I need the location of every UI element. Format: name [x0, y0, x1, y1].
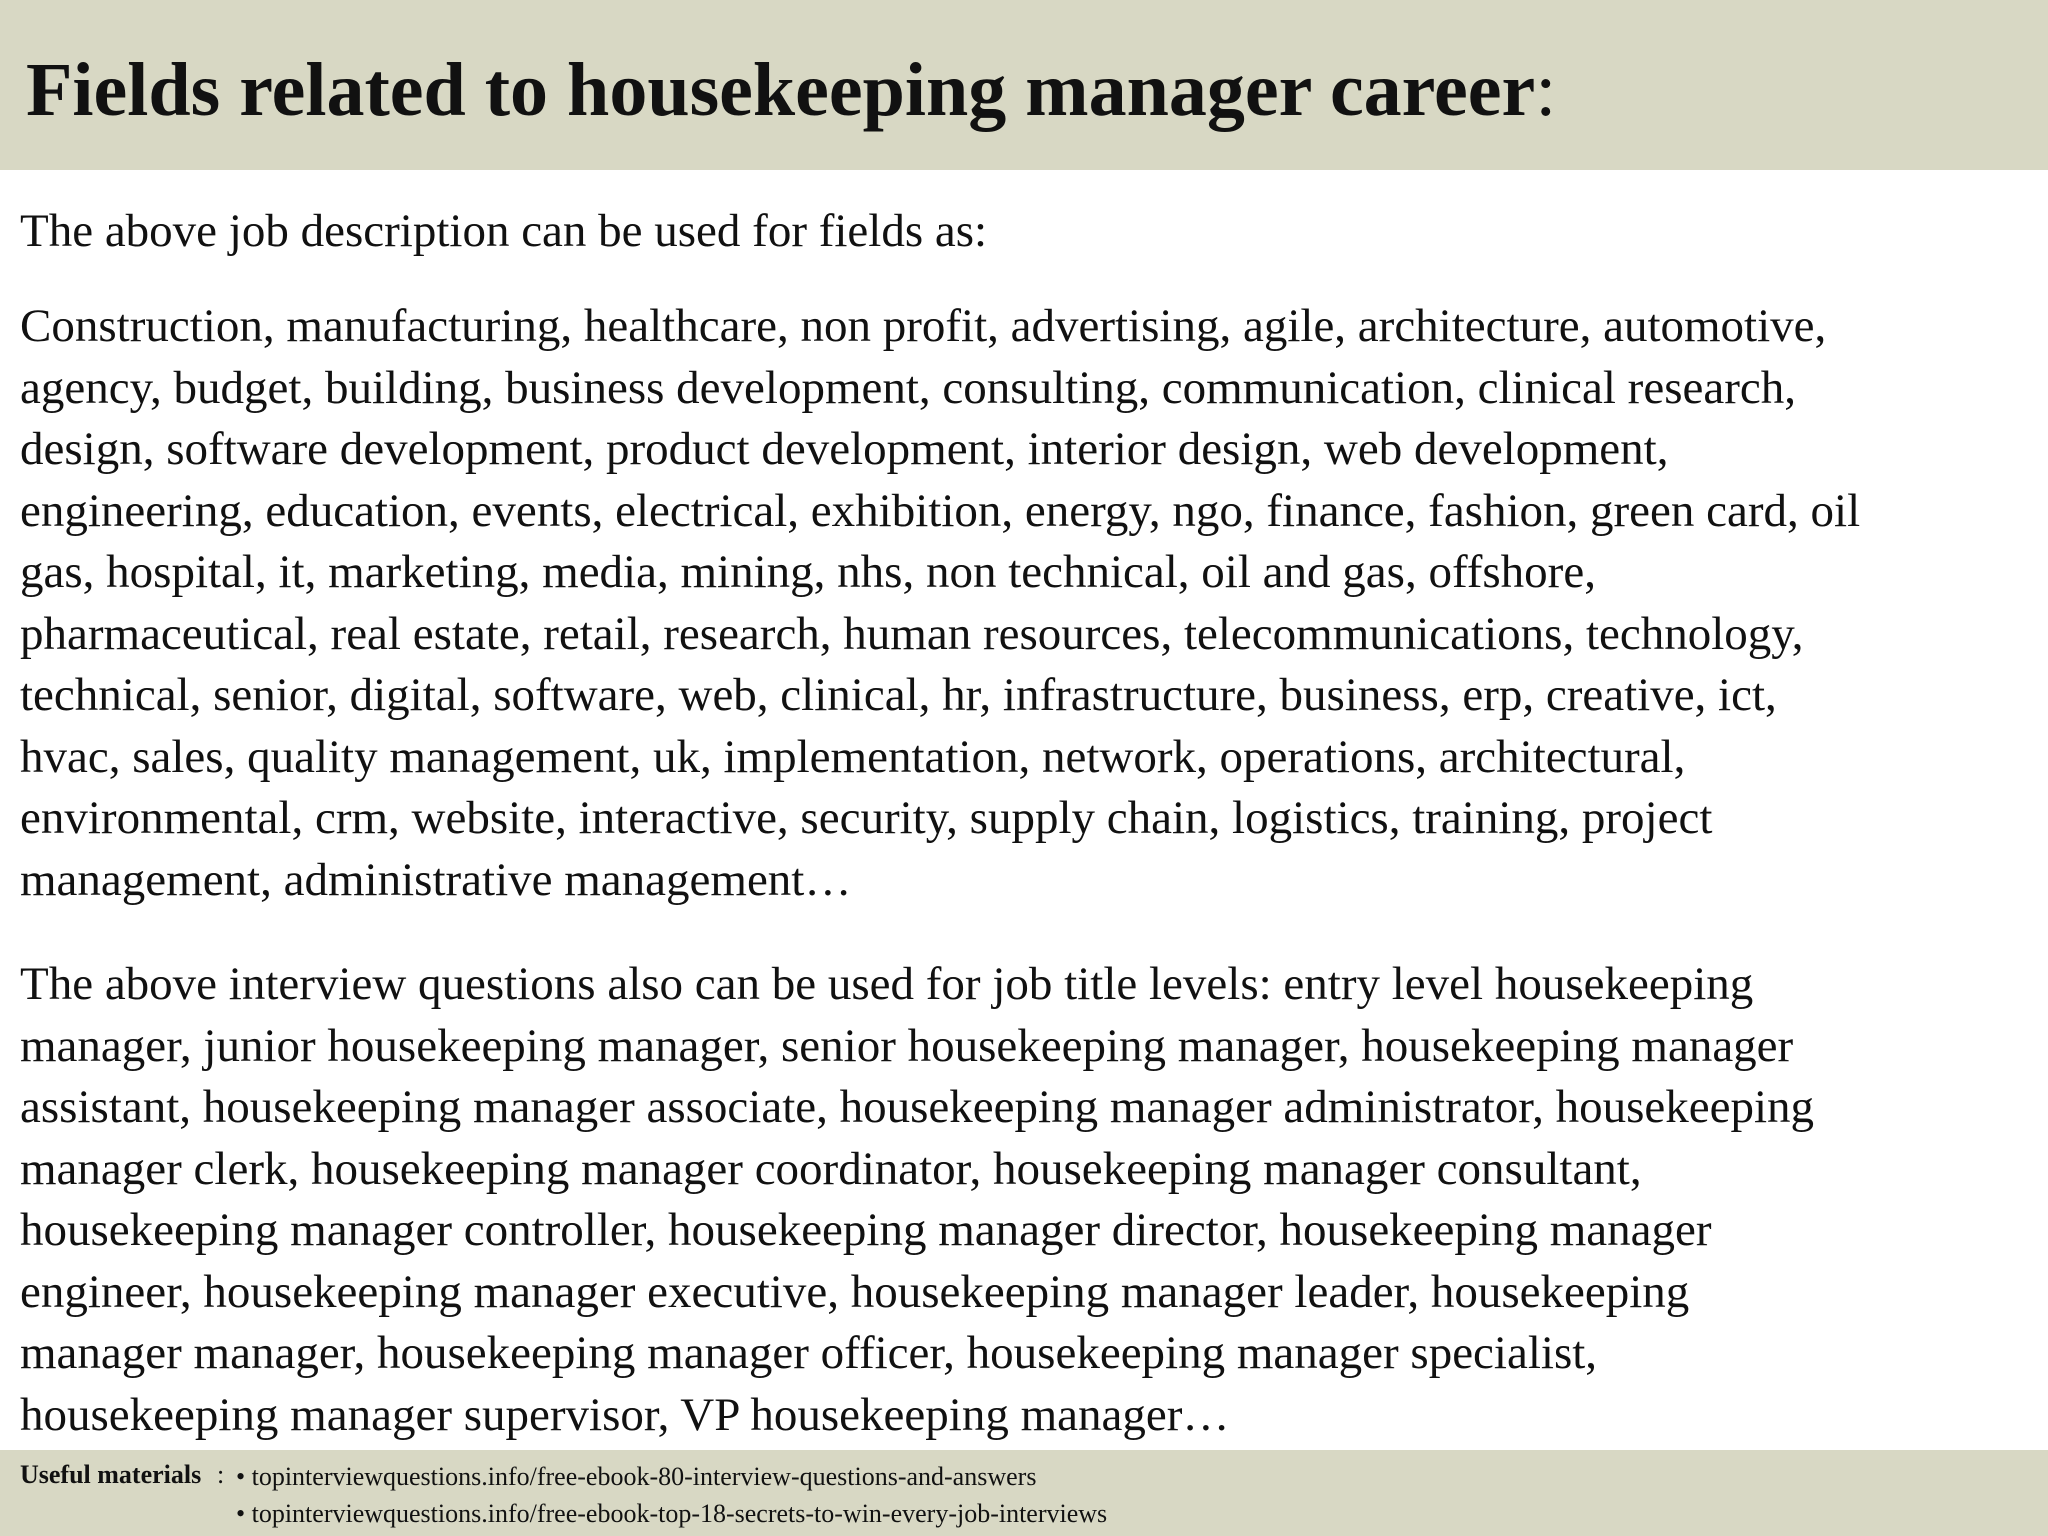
fields-line: management, administrative management… — [20, 853, 852, 906]
fields-line: pharmaceutical, real estate, retail, research, human resources, telecommunications, technology, — [20, 607, 1804, 660]
footer-band — [0, 1450, 2048, 1536]
fields-line: design, software development, product development, interior design, web development, — [20, 423, 1669, 475]
levels-line: manager manager, housekeeping manager officer, housekeeping manager specialist, — [20, 1327, 1598, 1379]
useful-materials-colon: : — [217, 1460, 225, 1489]
fields-paragraph — [20, 296, 2030, 911]
levels-line: housekeeping manager controller, housekeeping manager director, housekeeping manager — [20, 1204, 1712, 1256]
fields-line: agency, budget, building, business development, consulting, communication, clinical research, — [20, 361, 1796, 414]
intro-text: The above job description can be used for fields as: — [20, 205, 988, 257]
title-band — [0, 0, 2048, 170]
levels-line: housekeeping manager supervisor, VP housekeeping manager… — [20, 1388, 1230, 1441]
fields-line: hvac, sales, quality management, uk, implementation, network, operations, architectural, — [20, 730, 1686, 783]
slide-body — [20, 200, 2030, 1446]
useful-materials-label: Useful materials — [20, 1460, 202, 1489]
levels-line: manager, junior housekeeping manager, senior housekeeping manager, housekeeping manager — [20, 1019, 1794, 1072]
levels-line: assistant, housekeeping manager associate, housekeeping manager administrator, housekeeping — [20, 1081, 1815, 1133]
fields-line: engineering, education, events, electrical, exhibition, energy, ngo, finance, fashion, green card, oil — [20, 484, 1861, 537]
levels-line: engineer, housekeeping manager executive, housekeeping manager leader, housekeeping — [20, 1265, 1690, 1318]
fields-line: environmental, crm, website, interactive, security, supply chain, logistics, training, project — [20, 792, 1713, 844]
useful-materials-link[interactable]: • topinterviewquestions.info/free-ebook-top-18-secrets-to-win-every-job-interviews — [236, 1495, 1107, 1532]
useful-materials-link[interactable]: • topinterviewquestions.info/free-ebook-80-interview-questions-and-answers — [236, 1458, 1107, 1495]
levels-line: manager clerk, housekeeping manager coordinator, housekeeping manager consultant, — [20, 1142, 1642, 1195]
page-title-colon: : — [1535, 48, 1557, 132]
levels-line: The above interview questions also can be used for job title levels: entry level housekeeping — [20, 958, 1754, 1010]
page-title-text: Fields related to housekeeping manager career — [26, 48, 1536, 132]
fields-line: technical, senior, digital, software, web, clinical, hr, infrastructure, business, erp, creative, ict, — [20, 669, 1777, 721]
useful-materials-list — [236, 1458, 1107, 1532]
fields-line: Construction, manufacturing, healthcare, non profit, advertising, agile, architecture, automotive, — [20, 300, 1827, 352]
page-title — [26, 40, 1556, 140]
job-levels-paragraph — [20, 954, 2030, 1446]
fields-line: gas, hospital, it, marketing, media, mining, nhs, non technical, oil and gas, offshore, — [20, 546, 1596, 598]
